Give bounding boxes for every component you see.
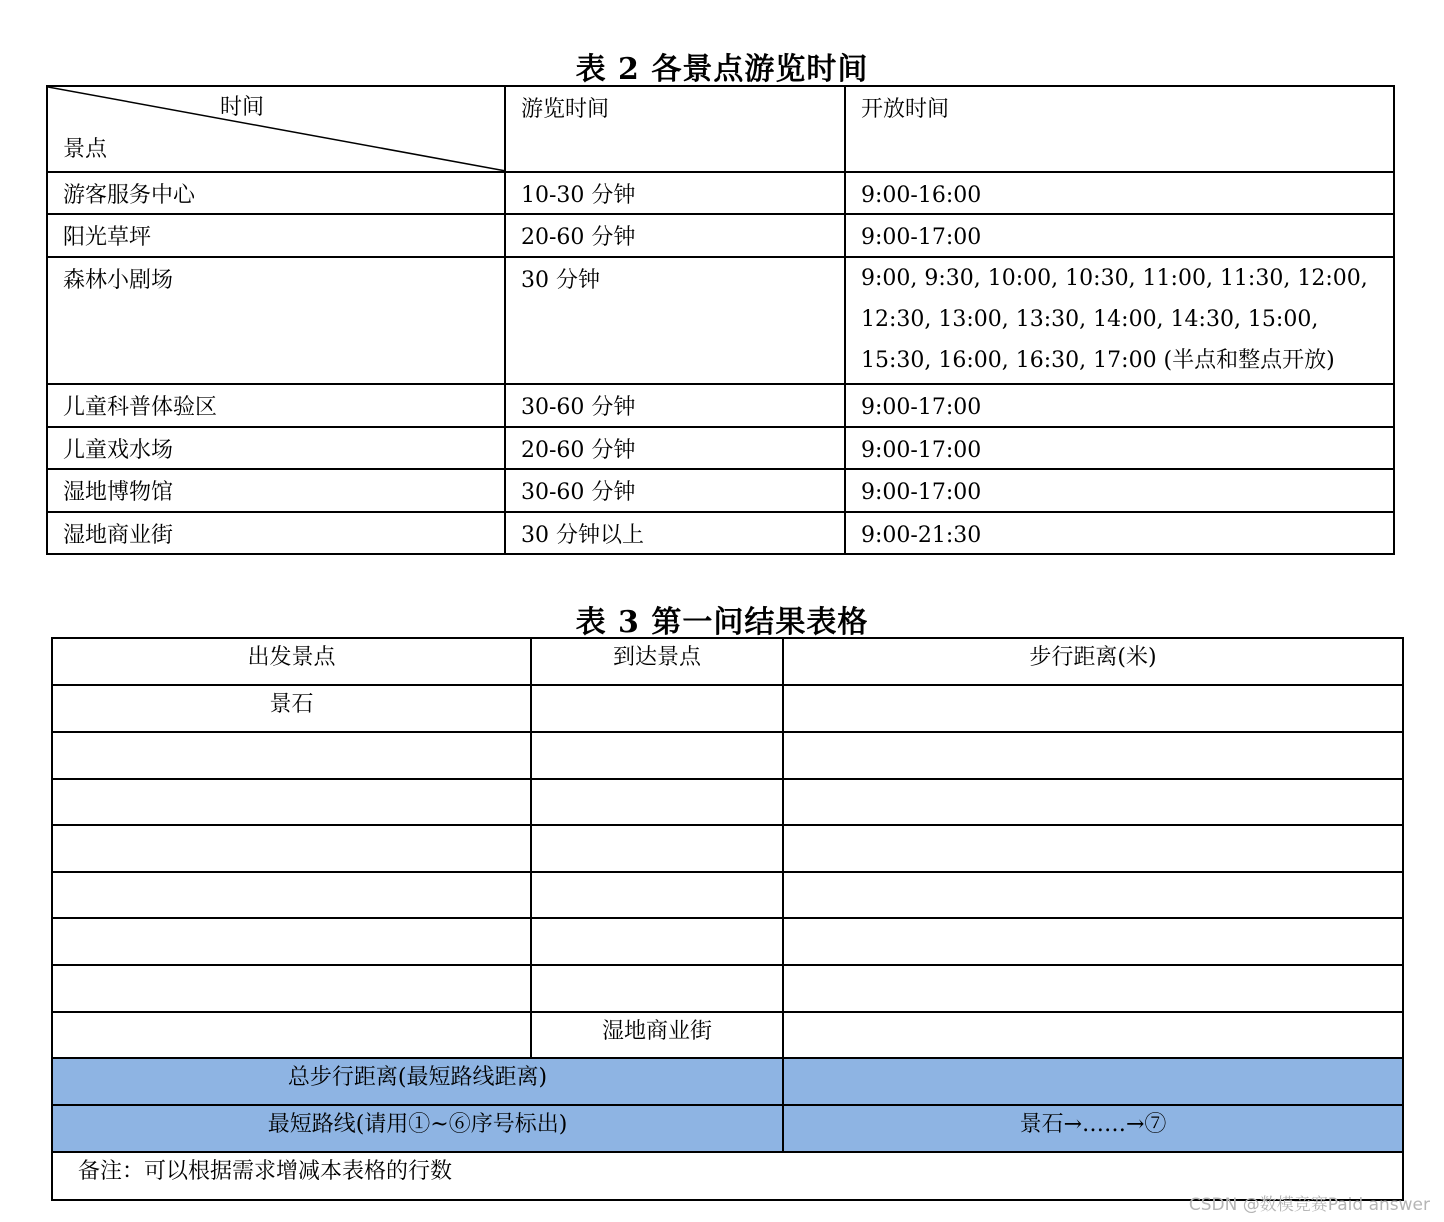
visit-duration: 30-60 分钟 — [505, 384, 845, 427]
table-row — [52, 685, 1403, 732]
departure-cell[interactable] — [52, 918, 531, 965]
diagonal-header-cell — [47, 86, 505, 172]
spot-name: 森林小剧场 — [47, 257, 505, 384]
departure-cell[interactable] — [52, 732, 531, 779]
arrival-cell[interactable] — [531, 779, 783, 825]
visit-duration: 20-60 分钟 — [505, 214, 845, 257]
total-distance-value[interactable] — [783, 1058, 1403, 1105]
opening-hours: 9:00-17:00 — [845, 469, 1394, 512]
table-row — [52, 779, 1403, 825]
total-distance-label: 总步行距离(最短路线距离) — [52, 1058, 783, 1105]
table3-title: 表 3 第一问结果表格 — [575, 605, 869, 640]
table-row — [52, 965, 1403, 1012]
total-distance-row — [52, 1058, 1403, 1105]
arrival-cell[interactable] — [531, 965, 783, 1012]
table-row — [52, 732, 1403, 779]
visit-duration: 30 分钟 — [505, 257, 845, 384]
shortest-route-row — [52, 1105, 1403, 1152]
spot-name: 湿地博物馆 — [47, 469, 505, 512]
distance-cell[interactable] — [783, 779, 1403, 825]
spot-name: 游客服务中心 — [47, 172, 505, 214]
table-note: 备注：可以根据需求增减本表格的行数 — [52, 1152, 1403, 1200]
arrival-cell[interactable] — [531, 685, 783, 732]
visit-duration: 30-60 分钟 — [505, 469, 845, 512]
table-header-row — [52, 638, 1403, 685]
watermark: CSDN @数模竞赛Paid answer — [1188, 1195, 1430, 1215]
distance-cell[interactable] — [783, 918, 1403, 965]
spot-name: 湿地商业街 — [47, 512, 505, 554]
opening-hours: 9:00-17:00 — [845, 427, 1394, 469]
departure-cell[interactable] — [52, 779, 531, 825]
table-row — [52, 872, 1403, 918]
table-row — [52, 918, 1403, 965]
distance-cell[interactable] — [783, 732, 1403, 779]
opening-hours: 9:00-17:00 — [845, 384, 1394, 427]
first-question-result-table — [51, 637, 1404, 1201]
header-spot-label: 景点 — [63, 137, 108, 162]
departure-cell[interactable] — [52, 872, 531, 918]
distance-cell[interactable] — [783, 872, 1403, 918]
scenic-spot-visit-time-table — [46, 85, 1395, 555]
header-visit-duration: 游览时间 — [505, 86, 845, 172]
header-walking-distance: 步行距离(米) — [783, 638, 1403, 685]
opening-hours: 9:00, 9:30, 10:00, 10:30, 11:00, 11:30, 12:00, 12:30, 13:00, 13:30, 14:00, 14:30, 15:00, 15:30, 16:00, 16:30, 17:00 (半点和整点开放) — [845, 257, 1394, 384]
opening-hours: 9:00-16:00 — [845, 172, 1394, 214]
departure-cell[interactable] — [52, 825, 531, 872]
shortest-route-label: 最短路线(请用①~⑥序号标出) — [52, 1105, 783, 1152]
departure-cell[interactable] — [52, 1012, 531, 1058]
distance-cell[interactable] — [783, 965, 1403, 1012]
visit-duration: 10-30 分钟 — [505, 172, 845, 214]
arrival-cell[interactable] — [531, 825, 783, 872]
spot-name: 儿童戏水场 — [47, 427, 505, 469]
table-row — [52, 1012, 1403, 1058]
opening-hours: 9:00-17:00 — [845, 214, 1394, 257]
distance-cell[interactable] — [783, 1012, 1403, 1058]
table-row — [47, 384, 1394, 427]
shortest-route-value[interactable]: 景石→……→⑦ — [783, 1105, 1403, 1152]
arrival-cell[interactable] — [531, 732, 783, 779]
arrival-cell[interactable] — [531, 918, 783, 965]
table-row — [47, 427, 1394, 469]
header-time-label: 时间 — [220, 95, 265, 120]
distance-cell[interactable] — [783, 825, 1403, 872]
table-row — [47, 214, 1394, 257]
table-row — [47, 512, 1394, 554]
header-departure-spot: 出发景点 — [52, 638, 531, 685]
table-header-row — [47, 86, 1394, 172]
departure-cell[interactable]: 景石 — [52, 685, 531, 732]
arrival-cell[interactable] — [531, 872, 783, 918]
header-opening-hours: 开放时间 — [845, 86, 1394, 172]
visit-duration: 20-60 分钟 — [505, 427, 845, 469]
header-arrival-spot: 到达景点 — [531, 638, 783, 685]
table2-title: 表 2 各景点游览时间 — [575, 52, 869, 87]
diagonal-divider-line — [48, 87, 506, 173]
opening-hours: 9:00-21:30 — [845, 512, 1394, 554]
arrival-cell[interactable]: 湿地商业街 — [531, 1012, 783, 1058]
distance-cell[interactable] — [783, 685, 1403, 732]
table-row — [47, 172, 1394, 214]
table-row — [47, 257, 1394, 384]
spot-name: 阳光草坪 — [47, 214, 505, 257]
visit-duration: 30 分钟以上 — [505, 512, 845, 554]
table-row — [52, 825, 1403, 872]
spot-name: 儿童科普体验区 — [47, 384, 505, 427]
table-row — [47, 469, 1394, 512]
departure-cell[interactable] — [52, 965, 531, 1012]
